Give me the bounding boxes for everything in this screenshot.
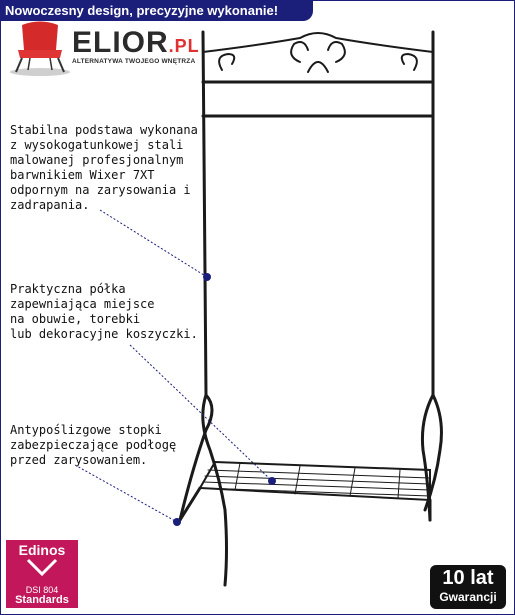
badge-mark: DSI 804: [25, 585, 59, 595]
brand-name: ELIOR: [72, 26, 169, 59]
warranty-years: 10 lat: [442, 567, 494, 589]
badge-subtitle: Standards: [15, 594, 69, 606]
description-base: Stabilna podstawa wykonana z wysokogatunkowej stali malowanej profesjonalnym barwnikiem Wixer 7XT odpornym na zarysowania i zadrapania.: [10, 123, 198, 212]
brand-logo[interactable]: [72, 26, 200, 65]
warranty-badge: [430, 565, 506, 609]
check-mark-icon: [22, 558, 62, 576]
brand-tagline: ALTERNATYWA TWOJEGO WNĘTRZA: [72, 58, 196, 65]
header-title: Nowoczesny design, precyzyjne wykonanie!: [5, 3, 279, 18]
description-feet: Antypoślizgowe stopki zabezpieczające podłogę przed zarysowaniem.: [10, 423, 177, 467]
description-shelf: Praktyczna półka zapewniająca miejsce na obuwie, torebki lub dekoracyjne koszyczki.: [10, 282, 198, 341]
edinos-standards-badge: [6, 540, 78, 608]
red-chair-icon: [10, 22, 70, 77]
brand-domain: .PL: [168, 36, 200, 56]
callout-pointers: [75, 210, 272, 522]
warranty-label: Gwarancji: [439, 590, 497, 604]
badge-title: Edinos: [18, 542, 66, 558]
clothes-rack: [180, 32, 441, 585]
